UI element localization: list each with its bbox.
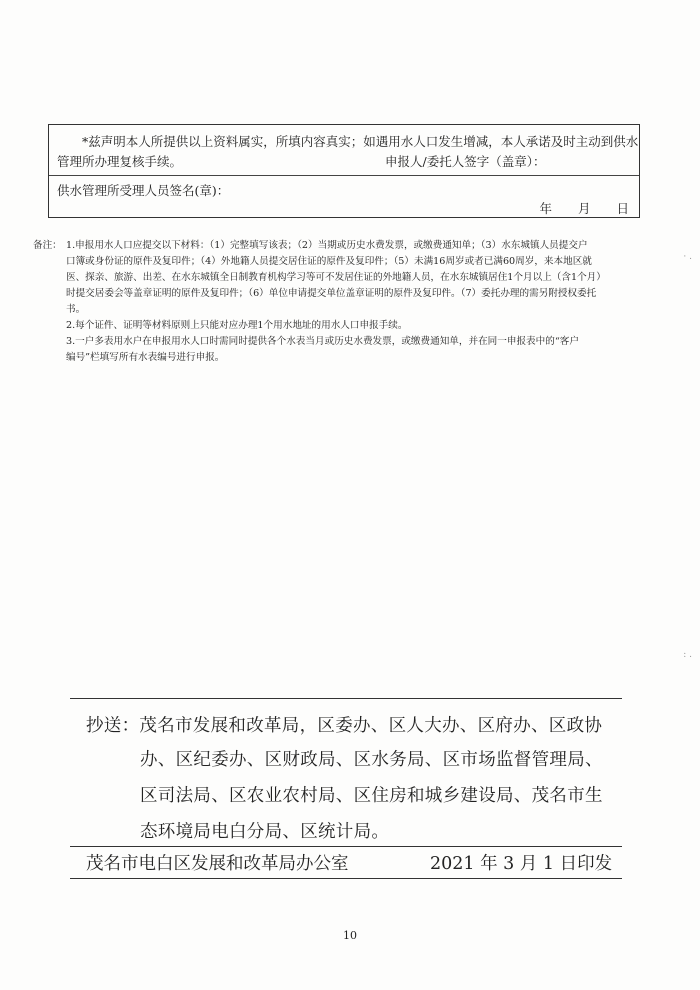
declaration-text-line1: *兹声明本人所提供以上资料属实，所填内容真实；如遇用水人口发生增减，本人承诺及时主动到供水 bbox=[82, 134, 639, 149]
notes-item2: 2.每个证件、证明等材料原则上只能对应办理1个用水地址的用水人口申报手续。 bbox=[66, 320, 408, 331]
page-number: 10 bbox=[343, 929, 357, 942]
cc-line-4: 态环境局电白分局、区统计局。 bbox=[140, 822, 390, 842]
notes-item1-line: 医、探亲、旅游、出差、在水东城镇全日制教育机构学习等可不发居住证的外地籍人员，在水东城镇居住1个月以上（含1个月） bbox=[66, 272, 606, 283]
scan-margin-mark: · . bbox=[683, 252, 692, 262]
applicant-signature-label: 申报人/委托人签字（盖章）： bbox=[385, 154, 546, 169]
notes-item3-line: 编号”栏填写所有水表编号进行申报。 bbox=[66, 352, 225, 363]
notes-item3-line: 3.一户多表用水户在申报用水人口时需同时提供各个水表当月或历史水费发票，或缴费通知单，并在同一申报表中的“客户 bbox=[66, 336, 579, 347]
cc-middle-rule bbox=[70, 846, 622, 847]
notes-label: 备注： bbox=[33, 240, 62, 251]
cc-line-2: 办、区纪委办、区财政局、区水务局、区市场监督管理局、 bbox=[140, 750, 603, 770]
date-field: 年 月 日 bbox=[539, 201, 629, 216]
declaration-form-table bbox=[48, 124, 640, 218]
staff-signature-row bbox=[49, 175, 639, 219]
footer-bottom-rule bbox=[70, 878, 622, 879]
cc-line-3: 区司法局、区农业农村局、区住房和城乡建设局、茂名市生 bbox=[140, 786, 603, 806]
issuing-office: 茂名市电白区发展和改革局办公室 bbox=[86, 854, 349, 874]
notes-item1-line: 口簿或身份证的原件及复印件；（4）外地籍人员提交居住证的原件及复印件；（5）未满16周岁或者已满60周岁，来本地区就 bbox=[66, 256, 592, 267]
notes-item1-line: 时提交居委会等盖章证明的原件及复印件；（6）单位申请提交单位盖章证明的原件及复印件。（7）委托办理的需另附授权委托 bbox=[66, 288, 597, 299]
declaration-text-line2: 管理所办理复核手续。 bbox=[57, 154, 183, 169]
cc-line-1: 抄送：茂名市发展和改革局，区委办、区人大办、区府办、区政协 bbox=[86, 716, 603, 736]
cc-top-rule bbox=[70, 698, 622, 699]
notes-section bbox=[33, 238, 649, 366]
notes-item1-line: 书。 bbox=[66, 304, 86, 315]
notes-item1-line: 1.申报用水人口应提交以下材料：（1）完整填写该表；（2）当期或历史水费发票，或缴费通知单；（3）水东城镇人员提交户 bbox=[66, 240, 588, 251]
staff-signature-label: 供水管理所受理人员签名(章)： bbox=[57, 183, 230, 198]
issue-date: 2021 年 3 月 1 日印发 bbox=[430, 854, 613, 874]
scan-margin-mark: : . bbox=[683, 650, 692, 660]
declaration-row bbox=[49, 125, 639, 176]
